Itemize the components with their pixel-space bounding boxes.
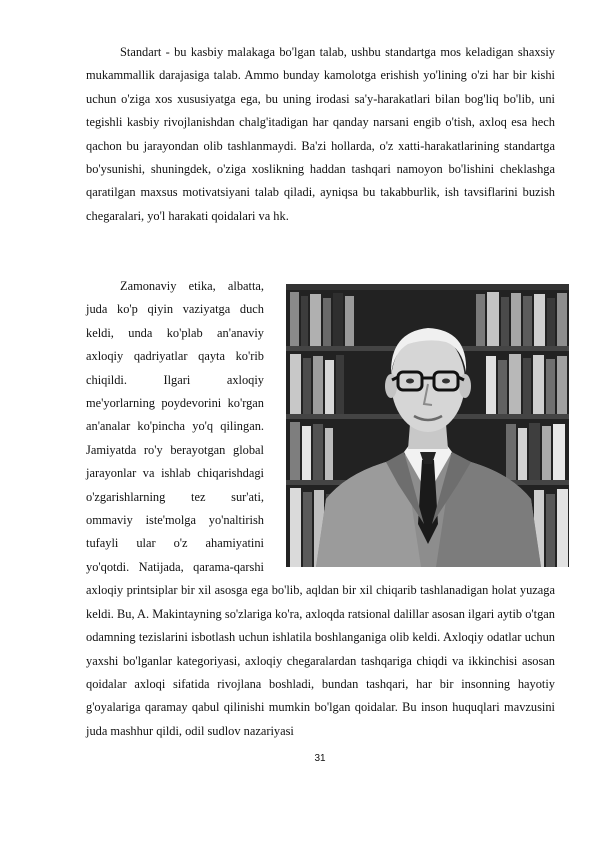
paragraph-standard: Standart - bu kasbiy malakaga bo'lgan talab, ushbu standartga mos keladigan shaxsiy mukammallik darajasiga talab. Ammo bunday kamolotga erishish yo'lining o'zi har bir kishi uchun o'ziga xos xususiyatga ega, bu uning irodasi sa'y-harakatlari bilan bog'liq bo'lib, uni tegishli kasbiy rivojlanishdan chalg'itadigan har qanday narsani engib o'tish, axloq esa hech qachon bu jarayondan olib tashlanmaydi. Ba'zi hollarda, o'z xatti-harakatlarining standartga bo'ysunishi, shuningdek, o'ziga xoslikning haddan tashqari namoyon bo'lishini cheklashga qaratilgan maxsus motivatsiyani talab qiladi, ayniqsa bu takabburlik, ish tavsiflarini buzish chegaralari, yo'l harakati qoidalari va hk. <box>86 45 555 223</box>
page-number: 31 <box>314 753 326 764</box>
portrait-illustration <box>286 284 569 567</box>
portrait-photo <box>286 284 569 567</box>
paragraph-modern-ethics-text: Zamonaviy etika, albatta, juda ko'p qiyin vaziyatga duch keldi, unda ko'plab an'anaviy axloqiy qadriyatlar qayta ko'rib chiqildi. Ilgari axloqiy me'yorlarning poydevorini ko'rgan an'analar ko'pincha yo'q qilingan. Jamiyatda ro'y berayotgan global jarayonlar va ishlab chiqarishdagi o'zgarishlarning tez sur'ati, ommaviy iste'molga yo'naltirish tufayli ular o'z ahamiyatini yo'qotdi. Natijada, qarama-qarshi axloqiy printsiplar bir xil asosga ega bo'lib, aqldan bir xil chiqarib tashlanadigan holat yuzaga keldi. Bu, A. Makintayning so'zlariga ko'ra, axloqda ratsional dalillar asosan ilgari aytib o'tgan odamning tezislarini isbotlash uchun ishlatila boshlanganiga olib keldi. Axloqiy odatlar uchun yaxshi bo'lganlar kategoriyasi, axloqiy chegaralardan tashqariga chiqdi va ikkinchisi asosan qoidalar axloqi sifatida rivojlana boshladi, bundan tashqari, har bir insonning hayotiy g'oyalariga qaramay qabul qilinishi mumkin bo'lgan qoidalar. Bu inson huquqlari mavzusini juda mashhur qildi, odil sudlov nazariyasi <box>86 279 555 738</box>
